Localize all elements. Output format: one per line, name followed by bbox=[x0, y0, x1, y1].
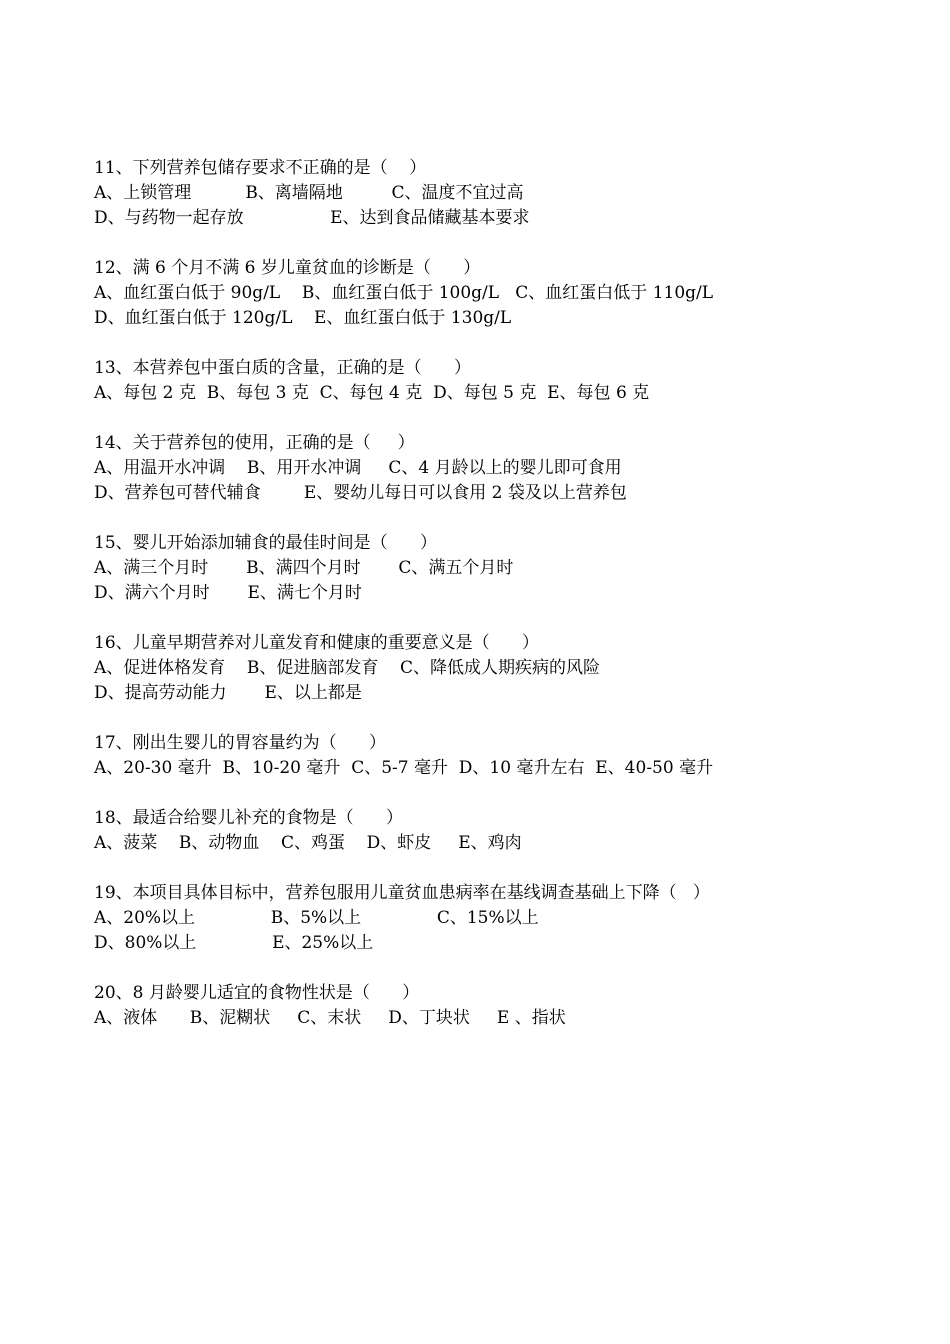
question-stem: 13、本营养包中蛋白质的含量，正确的是（ ） bbox=[94, 358, 472, 378]
question-stem: 18、最适合给婴儿补充的食物是（ ） bbox=[94, 808, 404, 828]
question-stem: 17、刚出生婴儿的胃容量约为（ ） bbox=[94, 733, 387, 753]
question-stem: 15、婴儿开始添加辅食的最佳时间是（ ） bbox=[94, 533, 438, 553]
option-line: A、满三个月时 B、满四个月时 C、满五个月时 bbox=[94, 558, 514, 578]
option-line: D、营养包可替代辅食 E、婴幼儿每日可以食用 2 袋及以上营养包 bbox=[94, 483, 627, 503]
question-17 bbox=[94, 731, 914, 781]
question-stem: 14、关于营养包的使用，正确的是（ ） bbox=[94, 433, 415, 453]
question-stem: 11、下列营养包储存要求不正确的是（ ） bbox=[94, 158, 427, 178]
option-line: A、上锁管理 B、离墙隔地 C、温度不宜过高 bbox=[94, 183, 524, 203]
question-14 bbox=[94, 431, 914, 506]
option-line: D、满六个月时 E、满七个月时 bbox=[94, 583, 362, 603]
option-line: D、80%以上 E、25%以上 bbox=[94, 933, 374, 953]
option-line: A、20%以上 B、5%以上 C、15%以上 bbox=[94, 908, 539, 928]
question-stem: 16、儿童早期营养对儿童发育和健康的重要意义是（ ） bbox=[94, 633, 540, 653]
question-stem: 19、本项目具体目标中，营养包服用儿童贫血患病率在基线调查基础上下降（ ） bbox=[94, 883, 710, 903]
question-12 bbox=[94, 256, 914, 331]
option-line: A、血红蛋白低于 90g/L B、血红蛋白低于 100g/L C、血红蛋白低于 110g/L bbox=[94, 283, 714, 303]
option-line: D、血红蛋白低于 120g/L E、血红蛋白低于 130g/L bbox=[94, 308, 512, 328]
option-line: D、与药物一起存放 E、达到食品储藏基本要求 bbox=[94, 208, 530, 228]
option-line: A、促进体格发育 B、促进脑部发育 C、降低成人期疾病的风险 bbox=[94, 658, 601, 678]
question-16 bbox=[94, 631, 914, 706]
question-11 bbox=[94, 156, 914, 231]
question-20 bbox=[94, 981, 914, 1031]
question-15 bbox=[94, 531, 914, 606]
question-stem: 12、满 6 个月不满 6 岁儿童贫血的诊断是（ ） bbox=[94, 258, 481, 278]
question-stem: 20、8 月龄婴儿适宜的食物性状是（ ） bbox=[94, 983, 420, 1003]
option-line: A、每包 2 克 B、每包 3 克 C、每包 4 克 D、每包 5 克 E、每包 6 克 bbox=[94, 383, 650, 403]
question-13 bbox=[94, 356, 914, 406]
question-18 bbox=[94, 806, 914, 856]
quiz-page bbox=[94, 156, 914, 1056]
option-line: A、用温开水冲调 B、用开水冲调 C、4 月龄以上的婴儿即可食用 bbox=[94, 458, 622, 478]
option-line: A、液体 B、泥糊状 C、末状 D、丁块状 E 、指状 bbox=[94, 1008, 566, 1028]
question-19 bbox=[94, 881, 914, 956]
option-line: A、20-30 毫升 B、10-20 毫升 C、5-7 毫升 D、10 毫升左右 E、40-50 毫升 bbox=[94, 758, 714, 778]
option-line: D、提高劳动能力 E、以上都是 bbox=[94, 683, 362, 703]
option-line: A、菠菜 B、动物血 C、鸡蛋 D、虾皮 E、鸡肉 bbox=[94, 833, 522, 853]
